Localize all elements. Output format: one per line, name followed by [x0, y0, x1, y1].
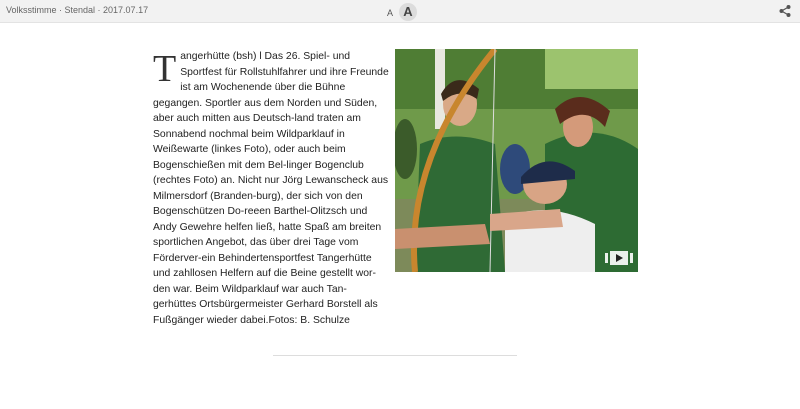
divider: [273, 355, 517, 356]
source-label: Volksstimme · Stendal · 2017.07.17: [6, 5, 149, 15]
archery-photo-illustration: [395, 49, 638, 272]
article-text: [153, 49, 389, 328]
drop-cap: T: [153, 48, 177, 90]
font-size-decrease-button[interactable]: A: [387, 8, 394, 18]
article-body: angerhütte (bsh) l Das 26. Spiel- und Sportfest für Rollstuhlfahrer und ihre Freunde ist am Wochenende über die Bühne gegangen. Sportler aus dem Norden und Süden, aber auch mitten aus Deutsch-land traten am Sonnabend nochmal beim Wildparklauf in Weißewarte (linkes Foto), oder auch beim Bogenschießen mit dem Bel-linger Bogenclub (rechtes Foto) an. Nicht nur Jörg Lewanscheck aus Milmersdorf (Branden-burg), der sich von den Bogenschützen Do-reeen Barthel-Olitzsch und Andy Gewehre helfen ließ, hatte Spaß am breiten sportlichen Angebot, das über drei Tage vom Förderver-ein Behindertensportfest Tangerhütte und zahllosen Helfern auf die Beine gestellt wor-den war. Beim Wildparklauf war auch Tan-gerhüttes Ortsbürgermeister Gerhard Borstell als Fußgänger wieder dabei.Fotos: B. Schulze: [153, 51, 389, 326]
article-photo[interactable]: [395, 49, 638, 272]
share-icon[interactable]: [778, 4, 792, 18]
top-toolbar: [0, 0, 800, 23]
image-gallery-play-icon[interactable]: [605, 251, 633, 265]
font-size-increase-button[interactable]: A: [399, 3, 417, 21]
